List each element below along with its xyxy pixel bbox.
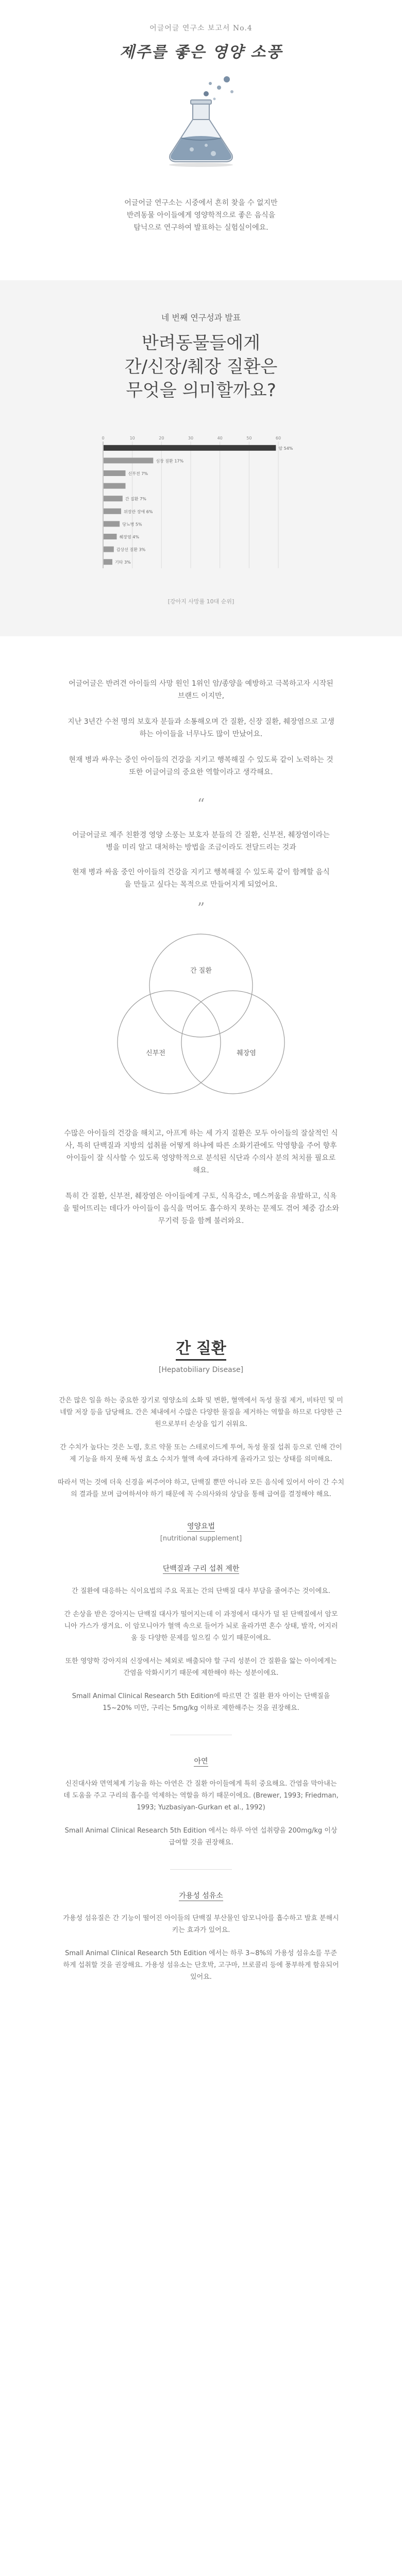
chart-tick-label: 10 bbox=[129, 436, 135, 440]
protein-paragraph: 또한 영양학 강아지의 신장에서는 체외로 배출되야 할 구리 성분이 간 질환을 앓는 아이에게는 간염을 악화시키기 때문에 제한해야 하는 성분이에요. bbox=[65, 1657, 337, 1677]
fiber-body bbox=[0, 1912, 402, 1983]
protein-heading: 단백질과 구리 섭취 제한 bbox=[163, 1563, 240, 1574]
header bbox=[0, 0, 402, 234]
story-paragraph: 현재 병과 싸우는 중인 아이들의 건강을 지키고 행복해질 수 있도록 같이 노력하는 것 또한 어글어글의 중요한 역할이라고 생각해요. bbox=[69, 756, 333, 776]
zinc-block bbox=[0, 1735, 402, 1849]
flask-illustration-icon bbox=[149, 72, 253, 170]
zinc-paragraph: 신진대사와 면역체계 기능을 하는 아연은 간 질환 아이들에게 특히 중요해요. 간염을 막아내는 데 도움을 주고 구리의 흡수를 억제하는 역할을 하기 때문이에요. (Brewer, 1993; Friedman, 1993; Yuzbasiyan-Gurkan et al., 1992) bbox=[63, 1780, 339, 1811]
quote-text bbox=[0, 829, 402, 891]
chart-data-label: 위장관 장애 6% bbox=[124, 509, 153, 514]
story-paragraph: 지난 3년간 수천 명의 보호자 분들과 소통해오며 간 질환, 신장 질환, 췌장염으로 고생하는 아이들을 너무나도 많이 만났어요. bbox=[68, 718, 334, 738]
chart-bar bbox=[104, 547, 114, 552]
chart-tick-label: 0 bbox=[102, 436, 105, 440]
band-title-line: 간/신장/췌장 질환은 bbox=[124, 357, 278, 377]
story-paragraph: 어글어글은 반려견 아이들의 사망 원인 1위인 암/종양을 예방하고 극복하고자 시작된 브랜드 이지만, bbox=[69, 680, 333, 700]
story-paragraphs bbox=[0, 677, 402, 778]
band-title bbox=[0, 331, 402, 402]
fiber-block bbox=[0, 1870, 402, 1983]
death-cause-chart bbox=[88, 433, 314, 605]
chart-bar bbox=[104, 445, 276, 451]
fiber-paragraph: Small Animal Clinical Research 5th Edition 에서는 하루 3~8%의 가용성 섬유소를 무준하게 섭취할 것을 권장해요. 가용성 섬유소는 단호박, 고구마, 브로콜리 등에 풍부하게 함유되어 있어요. bbox=[63, 1950, 339, 1981]
bar-chart bbox=[88, 433, 314, 588]
band-title-line: 반려동물들에게 bbox=[142, 333, 260, 353]
nutrition-header bbox=[0, 1521, 402, 1543]
fiber-paragraph: 가용성 섬유질은 간 기능이 떨어진 아이들의 단백질 부산물인 암모니아를 흡수하고 발효 분해시키는 효과가 있어요. bbox=[63, 1914, 339, 1934]
chart-tick-label: 60 bbox=[275, 436, 281, 440]
liver-paragraph: 따라서 먹는 것에 더욱 신경을 써주어야 하고, 단백질 뿐만 아니라 모든 음식에 있어서 아이 간 수치의 결과를 보며 급여하셔야 하기 때문에 꼭 수의사와의 상담을 통해 급여를 결정해야 해요. bbox=[58, 1479, 344, 1498]
chart-data-label: 기타 3% bbox=[115, 560, 131, 565]
venn-paragraph: 특히 간 질환, 신부전, 췌장염은 아이들에게 구토, 식욕감소, 메스꺼움을 유발하고, 식욕을 떨어뜨리는 데다가 아이들이 음식을 먹어도 흡수하지 못하는 문제도 겪어 체중 감소와 무기력 등을 함께 불러와요. bbox=[63, 1192, 339, 1225]
intro-line: 어글어글 연구소는 시중에서 흔히 찾을 수 없지만 bbox=[124, 199, 278, 207]
zinc-heading: 아연 bbox=[194, 1756, 208, 1767]
venn-label-top: 간 질환 bbox=[190, 967, 212, 975]
intro-line: 탐닉으로 연구하여 발표하는 실험실이에요. bbox=[133, 224, 269, 232]
quote-paragraph: 현재 병과 싸움 중인 아이들의 건강을 지키고 행복해질 수 있도록 같이 함께할 음식을 만들고 싶다는 목적으로 만들어지게 되었어요. bbox=[72, 868, 330, 889]
chart-data-label: 신부전 7% bbox=[128, 471, 148, 476]
chart-bar bbox=[104, 457, 153, 463]
venn-label-right: 췌장염 bbox=[237, 1049, 256, 1057]
chart-data-label: 간 질환 7% bbox=[125, 497, 146, 502]
venn-circle-liver bbox=[149, 934, 253, 1037]
zinc-body bbox=[0, 1778, 402, 1849]
liver-section-header bbox=[0, 1335, 402, 1374]
venn-paragraph: 수많은 아이들의 건강을 해치고, 아프게 하는 세 가지 질환은 모두 아이들의 잘살적인 식사, 특히 단백질과 지방의 섭취를 어떻게 하냐에 따른 소화기관에도 악영향을 주어 향후 아이들이 잘 식사할 수 있도록 영양학적으로 분석된 식단과 수의사 분의 처치를 필요로 해요. bbox=[64, 1129, 338, 1175]
chart-bar bbox=[104, 509, 121, 514]
series-label: 어글어글 연구소 보고서 No.4 bbox=[149, 24, 253, 32]
zinc-paragraph: Small Animal Clinical Research 5th Edition 에서는 하루 아연 섭취량을 200mg/kg 이상 급여할 것을 권장해요. bbox=[64, 1827, 338, 1846]
protein-block bbox=[0, 1543, 402, 1714]
chart-data-label: 암 54% bbox=[278, 446, 293, 451]
chart-bar bbox=[104, 496, 123, 501]
chart-bar bbox=[104, 521, 120, 527]
chart-data-label: 췌장염 4% bbox=[119, 535, 139, 539]
disease-venn-diagram bbox=[108, 929, 294, 1099]
venn-explanation bbox=[0, 1127, 402, 1227]
nutrition-title: 영양요법 bbox=[187, 1521, 215, 1532]
liver-section-body bbox=[0, 1395, 402, 1500]
chart-data-label: 심장 질환 17% bbox=[156, 459, 184, 464]
venn-label-left: 신부전 bbox=[146, 1049, 165, 1057]
protein-body bbox=[0, 1585, 402, 1714]
chart-data-label: 당뇨병 5% bbox=[122, 522, 142, 527]
chart-tick-label: 30 bbox=[188, 436, 194, 440]
intro-line: 반려동물 아이들에게 영양학적으로 좋은 음식을 bbox=[126, 211, 276, 219]
section-title: 간 질환 bbox=[176, 1335, 226, 1361]
close-quote-icon: ” bbox=[197, 900, 205, 917]
page-title: 제주를 좋은 영양 소풍 bbox=[119, 43, 283, 61]
quote-section bbox=[0, 795, 402, 917]
chart-bar bbox=[104, 534, 117, 539]
protein-paragraph: Small Animal Clinical Research 5th Edition에 따르면 간 질환 환자 아이는 단백질을 15~20% 미만, 구리는 5mg/kg 이하로 제한해주는 것을 권장해요. bbox=[72, 1692, 330, 1712]
quote-paragraph: 어글어글로 제주 친환경 영양 소풍는 보호자 분들의 간 질환, 신부전, 췌장염이라는 병을 미리 알고 대처하는 방법을 조금이라도 전달드리는 것과 bbox=[72, 831, 330, 852]
protein-paragraph: 간 손상을 받은 강아지는 단백질 대사가 떨어지는데 이 과정에서 대사가 덜 된 단백질에서 암모니아 가스가 생겨요. 이 암모니아가 혈액 속으로 들어가 뇌로 올라가면 혼수 상태, 발작, 어지러움 등 다양한 문제를 일으킬 수 있기 때문이에요. bbox=[64, 1611, 338, 1642]
chart-bar bbox=[104, 559, 112, 565]
section-subtitle: [Hepatobiliary Disease] bbox=[158, 1366, 244, 1374]
chart-data-label: 갑상선 질환 3% bbox=[116, 547, 146, 552]
venn-circle-kidney bbox=[118, 991, 221, 1094]
liver-paragraph: 간은 많은 일을 하는 중요한 장기로 영양소의 소화 및 변환, 혈액에서 독성 물질 제거, 비타민 및 미네랄 저장 등을 담당해요. 간은 체내에서 수많은 다양한 물질을 제거하는 역할을 하므로 다양한 근원으로부터 손상을 입기 쉬워요. bbox=[59, 1397, 343, 1428]
band-title-line: 무엇을 의미할까요? bbox=[126, 380, 276, 401]
chart-tick-label: 40 bbox=[217, 436, 223, 440]
nutrition-subtitle: [nutritional supplement] bbox=[160, 1535, 242, 1543]
venn-circle-pancreas bbox=[181, 991, 284, 1094]
liver-paragraph: 간 수치가 높다는 것은 노령, 호르 약물 또는 스테로이드계 투여, 독성 물질 섭취 등으로 인해 간이 제 기능을 하지 못해 독성 효소 수치가 혈액 속에 과다하게 올라가고 있는 상태를 의미해요. bbox=[60, 1444, 342, 1463]
open-quote-icon: “ bbox=[197, 795, 205, 812]
research-band bbox=[0, 280, 402, 636]
protein-paragraph: 간 질환에 대응하는 식이요법의 주요 목표는 간의 단백질 대사 부담을 줄여주는 것이에요. bbox=[72, 1587, 330, 1595]
intro-text bbox=[0, 197, 402, 234]
band-subtitle: 네 번째 연구성과 발표 bbox=[161, 313, 241, 323]
chart-bar bbox=[104, 470, 126, 476]
chart-bar bbox=[104, 483, 126, 489]
chart-tick-label: 20 bbox=[159, 436, 164, 440]
fiber-heading: 가용성 섬유소 bbox=[179, 1890, 223, 1901]
chart-tick-label: 50 bbox=[246, 436, 252, 440]
chart-source: [강아지 사망률 10대 순위] bbox=[167, 598, 234, 605]
